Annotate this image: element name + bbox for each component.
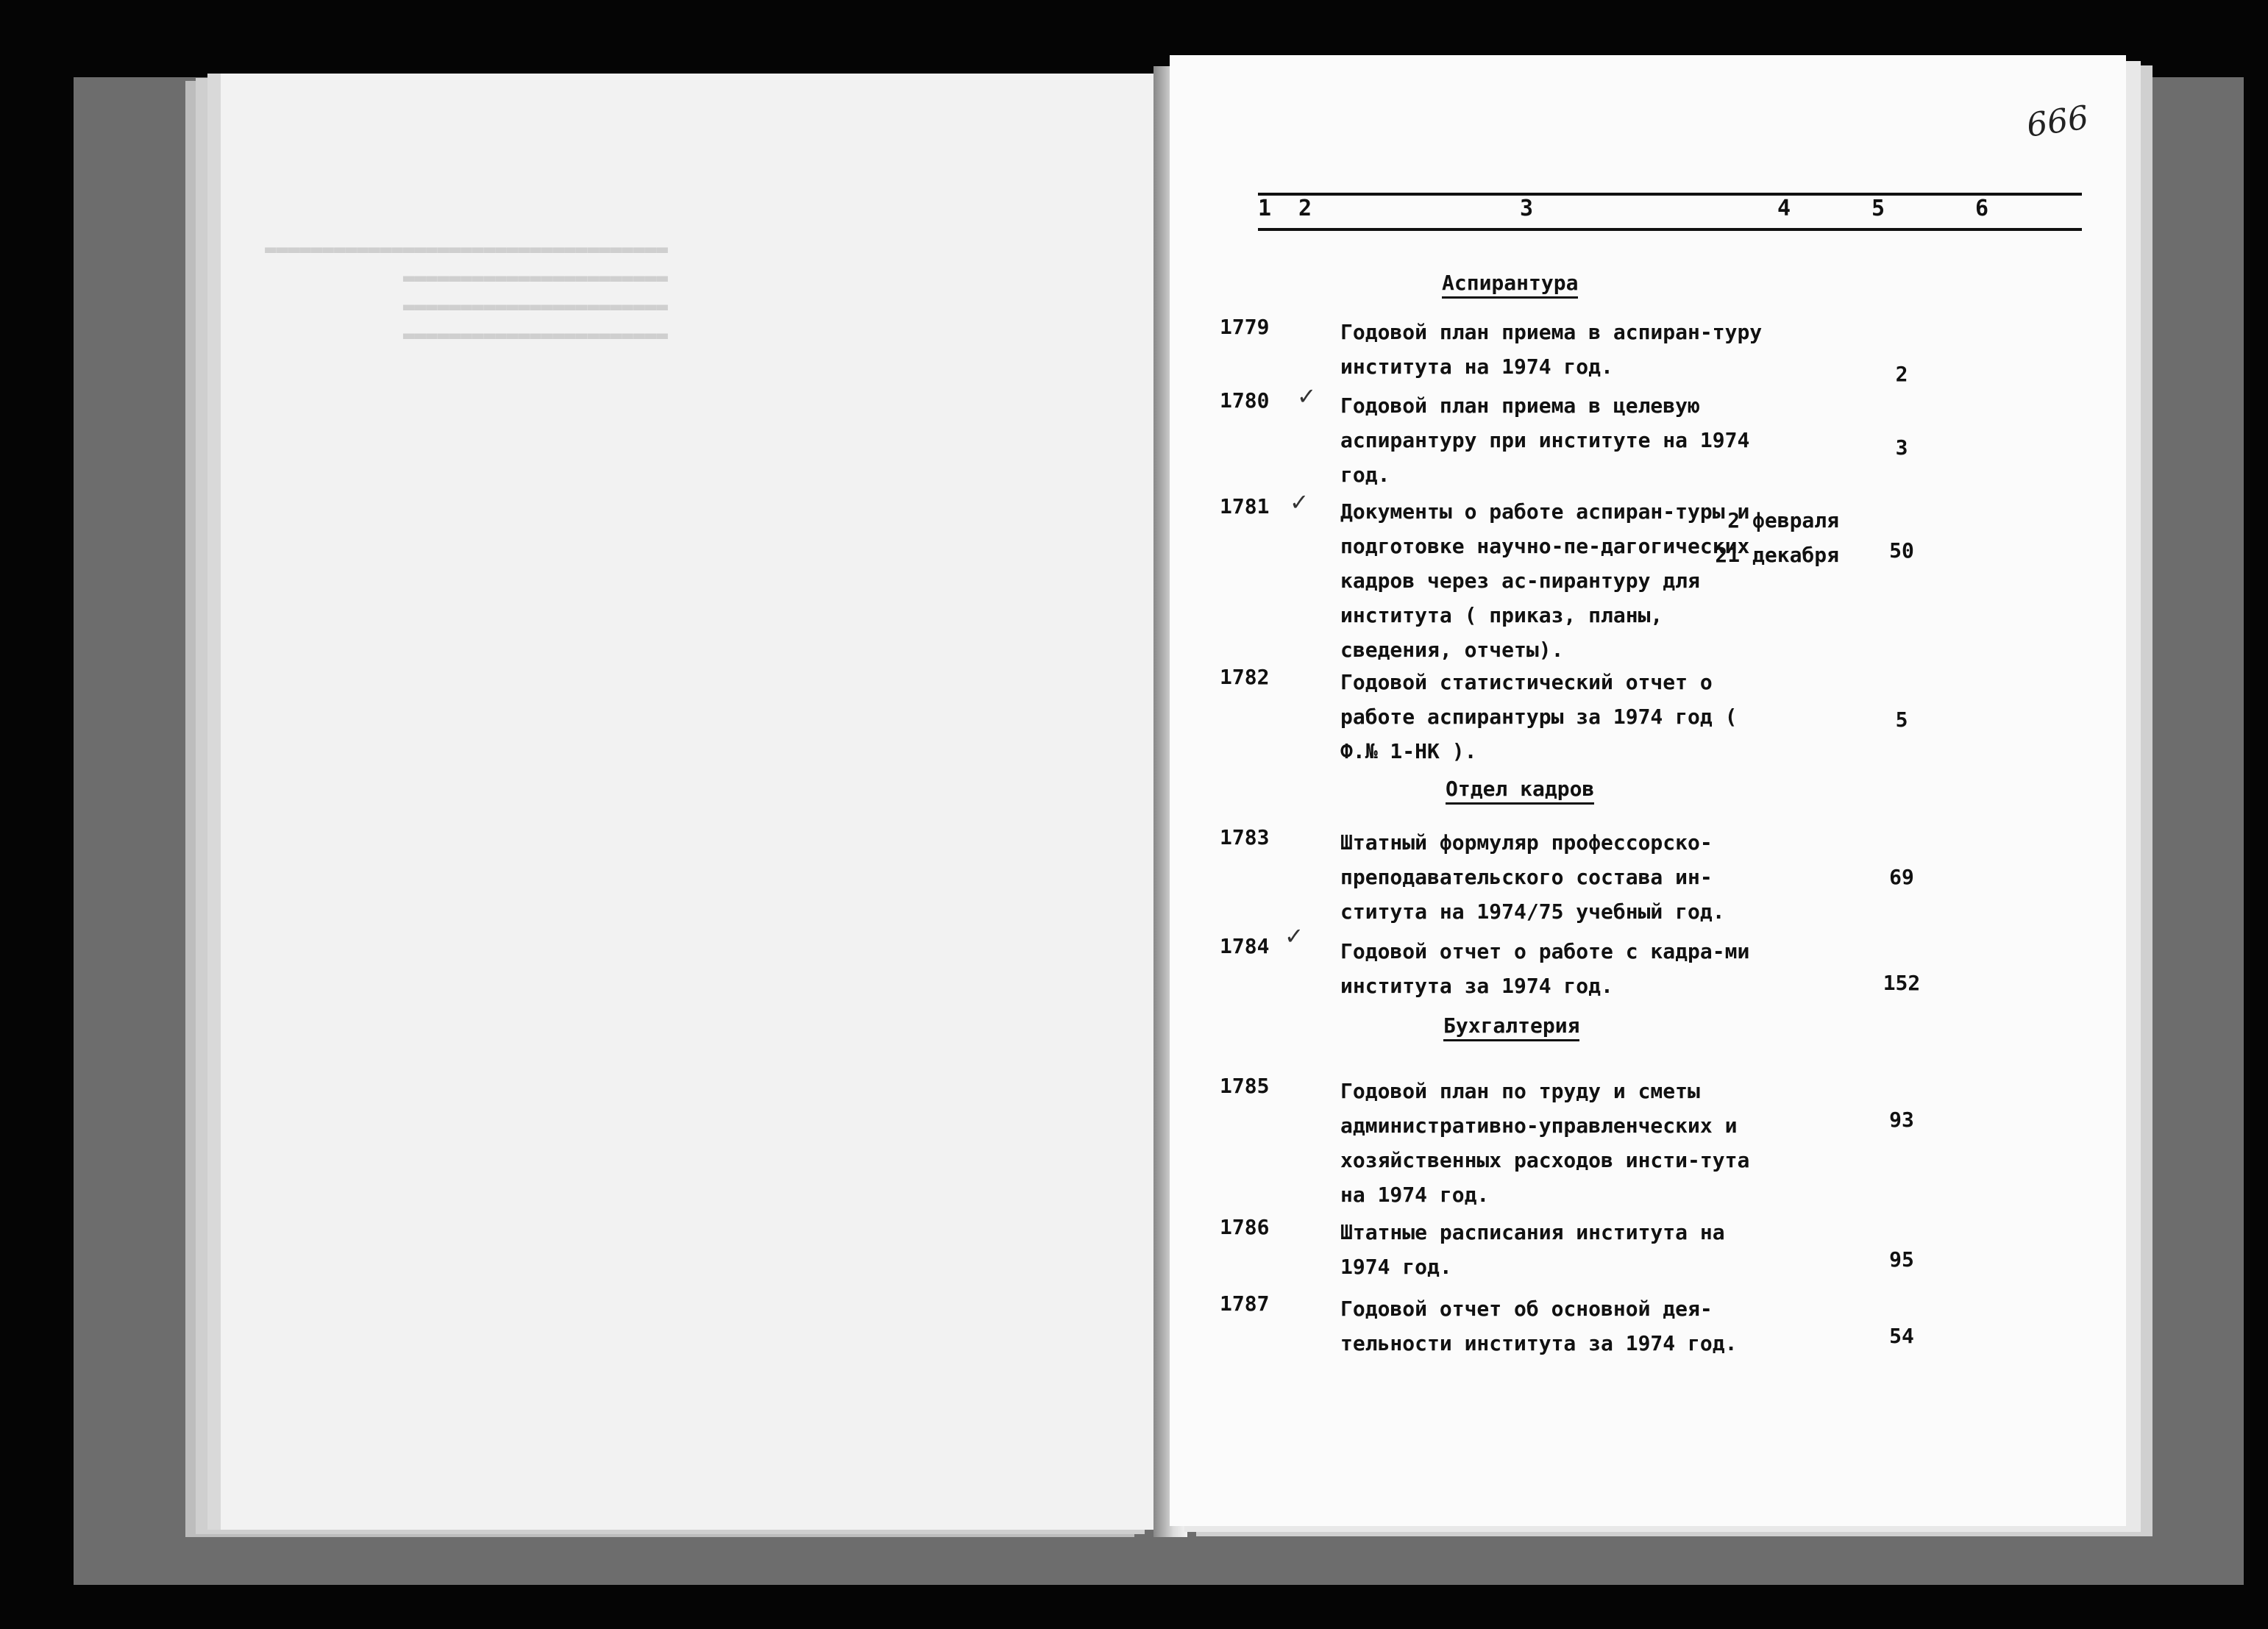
entry-text-1785: Годовой план по труду и сметы административно-управленческих и хозяйственных расходов инсти-тута на 1974 год. — [1340, 1079, 1750, 1207]
entry-num-1783: 1783 — [1220, 825, 1270, 849]
entry-text-1786: Штатные расписания института на 1974 год. — [1340, 1220, 1725, 1279]
entry-sheets-1787: 54 — [1889, 1324, 1914, 1348]
table-header — [1258, 193, 2082, 237]
header-col-5: 5 — [1871, 196, 1885, 221]
entry-text-1783: Штатный формуляр профессорско-преподавательского состава ин-ститута на 1974/75 учебный год. — [1340, 830, 1725, 924]
check-mark-icon: ✓ — [1286, 921, 1302, 951]
entry-text-1780: Годовой план приема в целевую аспирантуру при институте на 1974 год. — [1340, 393, 1750, 487]
header-col-4: 4 — [1777, 196, 1791, 221]
entry-sheets-1786: 95 — [1889, 1247, 1914, 1272]
entry-text-1779: Годовой план приема в аспиран-туру института на 1974 год. — [1340, 320, 1763, 379]
page-number: 666 — [2024, 99, 2091, 145]
header-col-1: 1 — [1258, 196, 1272, 221]
entry-sheets-1782: 5 — [1895, 707, 1908, 732]
header-col-6: 6 — [1975, 196, 1989, 221]
entry-text-1784: Годовой отчет о работе с кадра-ми института за 1974 год. — [1340, 939, 1750, 998]
entry-num-1780: 1780 — [1220, 388, 1270, 413]
entry-sheets-1780: 3 — [1895, 435, 1908, 460]
header-top-rule — [1258, 193, 2082, 196]
entry-date-1781: 2 февраля 21 декабря — [1715, 508, 1839, 567]
header-col-3: 3 — [1520, 196, 1534, 221]
check-mark-icon: ✓ — [1298, 381, 1315, 411]
section-title-aspirantura: Аспирантура — [1442, 271, 1578, 299]
entry-sheets-1784: 152 — [1883, 971, 1921, 995]
entry-text-1782: Годовой статистический отчет о работе аспирантуры за 1974 год ( Ф.№ 1-НК ). — [1340, 670, 1738, 763]
header-col-2: 2 — [1298, 196, 1312, 221]
entry-sheets-1785: 93 — [1889, 1108, 1914, 1132]
entry-num-1784: 1784 — [1220, 934, 1270, 958]
entry-sheets-1783: 69 — [1889, 865, 1914, 889]
entry-text-1781: Документы о работе аспиран-туры и подготовке научно-пе-дагогических кадров через ас-пирантуру для института ( приказ, планы, сведения, отчеты). — [1340, 499, 1750, 662]
entry-num-1781: 1781 — [1220, 494, 1270, 518]
check-mark-icon: ✓ — [1291, 487, 1307, 517]
entry-text-1787: Годовой отчет об основной дея-тельности института за 1974 год. — [1340, 1297, 1738, 1355]
header-bottom-rule — [1258, 228, 2082, 231]
entry-num-1785: 1785 — [1220, 1074, 1270, 1098]
section-title-otdel-kadrov: Отдел кадров — [1446, 777, 1594, 805]
entry-num-1782: 1782 — [1220, 665, 1270, 689]
entry-num-1786: 1786 — [1220, 1215, 1270, 1239]
entry-sheets-1781: 50 — [1889, 538, 1914, 563]
entry-num-1779: 1779 — [1220, 315, 1270, 339]
left-page-faded — [221, 74, 1170, 1530]
mirrored-bleedthrough-text: ▬▬▬▬▬▬▬▬▬▬▬▬▬▬▬▬▬▬▬▬▬▬▬▬▬▬▬▬▬▬▬▬▬▬▬ ▬▬▬▬▬▬▬▬▬▬▬▬▬▬▬▬▬▬▬▬▬▬▬ ▬▬▬▬▬▬▬▬▬▬▬▬▬▬▬▬▬▬▬▬▬▬▬ ▬▬▬▬▬▬▬▬▬▬▬▬▬▬▬▬▬▬▬▬▬▬▬ — [265, 238, 668, 346]
entry-sheets-1779: 2 — [1895, 362, 1908, 386]
section-title-buhgalteria: Бухгалтерия — [1443, 1013, 1579, 1041]
entry-num-1787: 1787 — [1220, 1291, 1270, 1316]
